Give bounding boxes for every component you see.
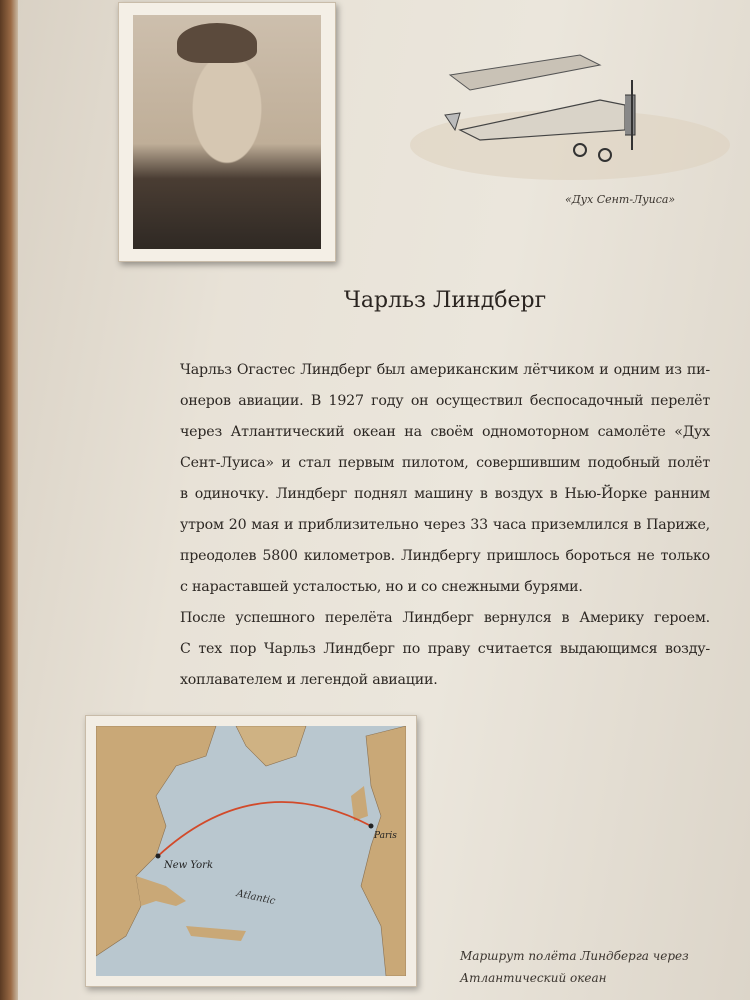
body-line: После успешного перелёта Линдберг вернулся в Америку героем. (180, 610, 710, 626)
body-line: через Атлантический океан на своём одномоторном самолёте «Дух (180, 424, 710, 440)
body-line: хоплавателем и легендой авиации. (180, 672, 438, 688)
body-line: онеров авиации. В 1927 году он осуществил беспосадочный перелёт (180, 393, 710, 409)
body-line: в одиночку. Линдберг поднял машину в воздух в Нью-Йорке ранним (180, 486, 710, 502)
map-caption-line: Маршрут полёта Линдберга через (460, 949, 689, 963)
body-line: преодолев 5800 километров. Линдбергу пришлось бороться не только (180, 548, 710, 564)
plane-sketch (400, 35, 730, 185)
map-caption-line: Атлантический океан (460, 971, 607, 985)
book-spine (0, 0, 18, 1000)
body-line: утром 20 мая и приблизительно через 33 часа приземлился в Париже, (180, 517, 710, 533)
body-line: с нараставшей усталостью, но и со снежными бурями. (180, 579, 583, 595)
page-title: Чарльз Линдберг (343, 288, 547, 313)
body-text (180, 355, 710, 696)
new-york-marker (156, 854, 161, 859)
new-york-label: New York (164, 860, 213, 871)
paris-label: Paris (374, 831, 397, 841)
atlantic-label: Atlantic (235, 888, 277, 908)
route-map (85, 715, 417, 987)
map-caption (460, 945, 689, 989)
paris-marker (369, 824, 374, 829)
body-line: С тех пор Чарльз Линдберг по праву считается выдающимся возду- (180, 641, 710, 657)
body-line: Чарльз Огастес Линдберг был американским лётчиком и одним из пи- (180, 362, 710, 378)
portrait-photo (118, 2, 336, 262)
plane-caption: «Дух Сент-Луиса» (565, 193, 676, 206)
body-line: Сент-Луиса» и стал первым пилотом, совершившим подобный полёт (180, 455, 710, 471)
